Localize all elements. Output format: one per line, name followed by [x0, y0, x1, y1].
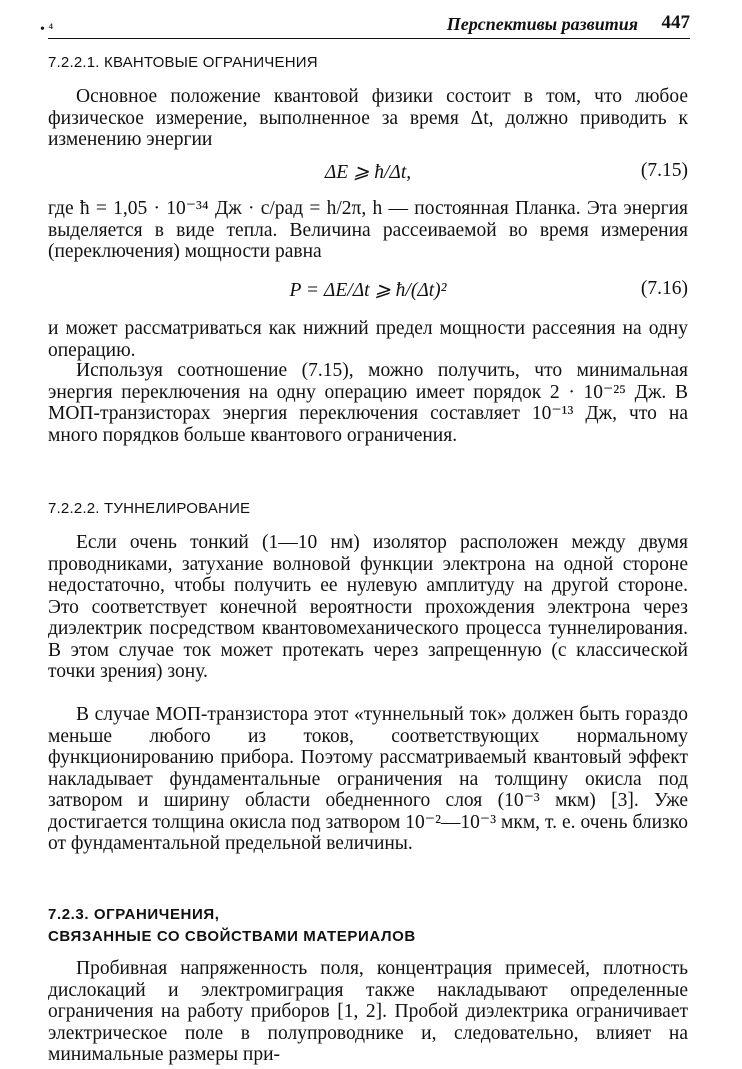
equation-number: (7.16) — [640, 278, 688, 299]
equation-number: (7.15) — [640, 160, 688, 181]
paragraph-tunneling-intro: Если очень тонкий (1—10 нм) изолятор расположен между двумя проводниками, затухание волновой функции электрона на одной стороне недостаточно, чтобы получить ее нулевую амплитуду на другой стороне. Это соответствует конечной вероятности прохождения электрона через диэлектрик посредством квантовомеханического процесса туннелирования. В этом случае ток может протекать через запрещенную (с классической точки зрения) зону. — [48, 532, 688, 682]
paragraph-quantum-intro: Основное положение квантовой физики состоит в том, что любое физическое измерение, выполненное за время Δt, должно приводить к изменению энергии — [48, 86, 688, 150]
running-title: Перспективы развития — [446, 14, 638, 34]
paragraph-materials: Пробивная напряженность поля, концентрация примесей, плотность дислокаций и электромиграция также накладывают определенные ограничения на работу приборов [1, 2]. Пробой диэлектрика ограничивает электрическое поле в полупроводнике и, следовательно, влияет на минимальные размеры при- — [48, 958, 688, 1065]
section-heading-line: 7.2.3. ОГРАНИЧЕНИЯ, — [48, 906, 220, 923]
subsection-heading-tunneling: 7.2.2.2. ТУННЕЛИРОВАНИЕ — [48, 500, 251, 517]
equation-expression: P = ΔE/Δt ⩾ ħ/(Δt)² — [289, 280, 447, 301]
equation-7-15 — [48, 160, 688, 184]
page-number: 447 — [661, 12, 690, 33]
equation-7-16 — [48, 278, 688, 302]
paragraph-switching-energy: Используя соотношение (7.15), можно получить, что минимальная энергия переключения на одну операцию имеет порядок 2 · 10⁻²⁵ Дж. В МОП-транзисторах энергия переключения составляет 10⁻¹³ Дж, что на много порядков больше квантового ограничения. — [48, 360, 688, 446]
section-heading-line: СВЯЗАННЫЕ СО СВОЙСТВАМИ МАТЕРИАЛОВ — [48, 928, 416, 945]
corner-mark: • ⁴ — [40, 22, 54, 37]
paragraph-tunnel-current: В случае МОП-транзистора этот «туннельный ток» должен быть гораздо меньше любого из токов, соответствующих нормальному функционированию прибора. Поэтому рассматриваемый квантовый эффект накладывает фундаментальные ограничения на толщину окисла под затвором и ширину области обедненного слоя (10⁻³ мкм) [3]. Уже достигается толщина окисла под затвором 10⁻²—10⁻³ мкм, т. е. очень близко от фундаментальной предельной величины. — [48, 704, 688, 854]
paragraph-planck: где ħ = 1,05 · 10⁻³⁴ Дж · с/рад = h/2π, h — постоянная Планка. Эта энергия выделяется в виде тепла. Величина рассеиваемой во время измерения (переключения) мощности равна — [48, 198, 688, 262]
equation-expression: ΔE ⩾ ħ/Δt, — [324, 162, 412, 183]
paragraph-power-limit: и может рассматриваться как нижний предел мощности рассеяния на одну операцию. — [48, 318, 688, 361]
subsection-heading-quantum: 7.2.2.1. КВАНТОВЫЕ ОГРАНИЧЕНИЯ — [48, 54, 318, 71]
page-header — [40, 8, 690, 39]
section-heading-materials — [48, 904, 416, 948]
